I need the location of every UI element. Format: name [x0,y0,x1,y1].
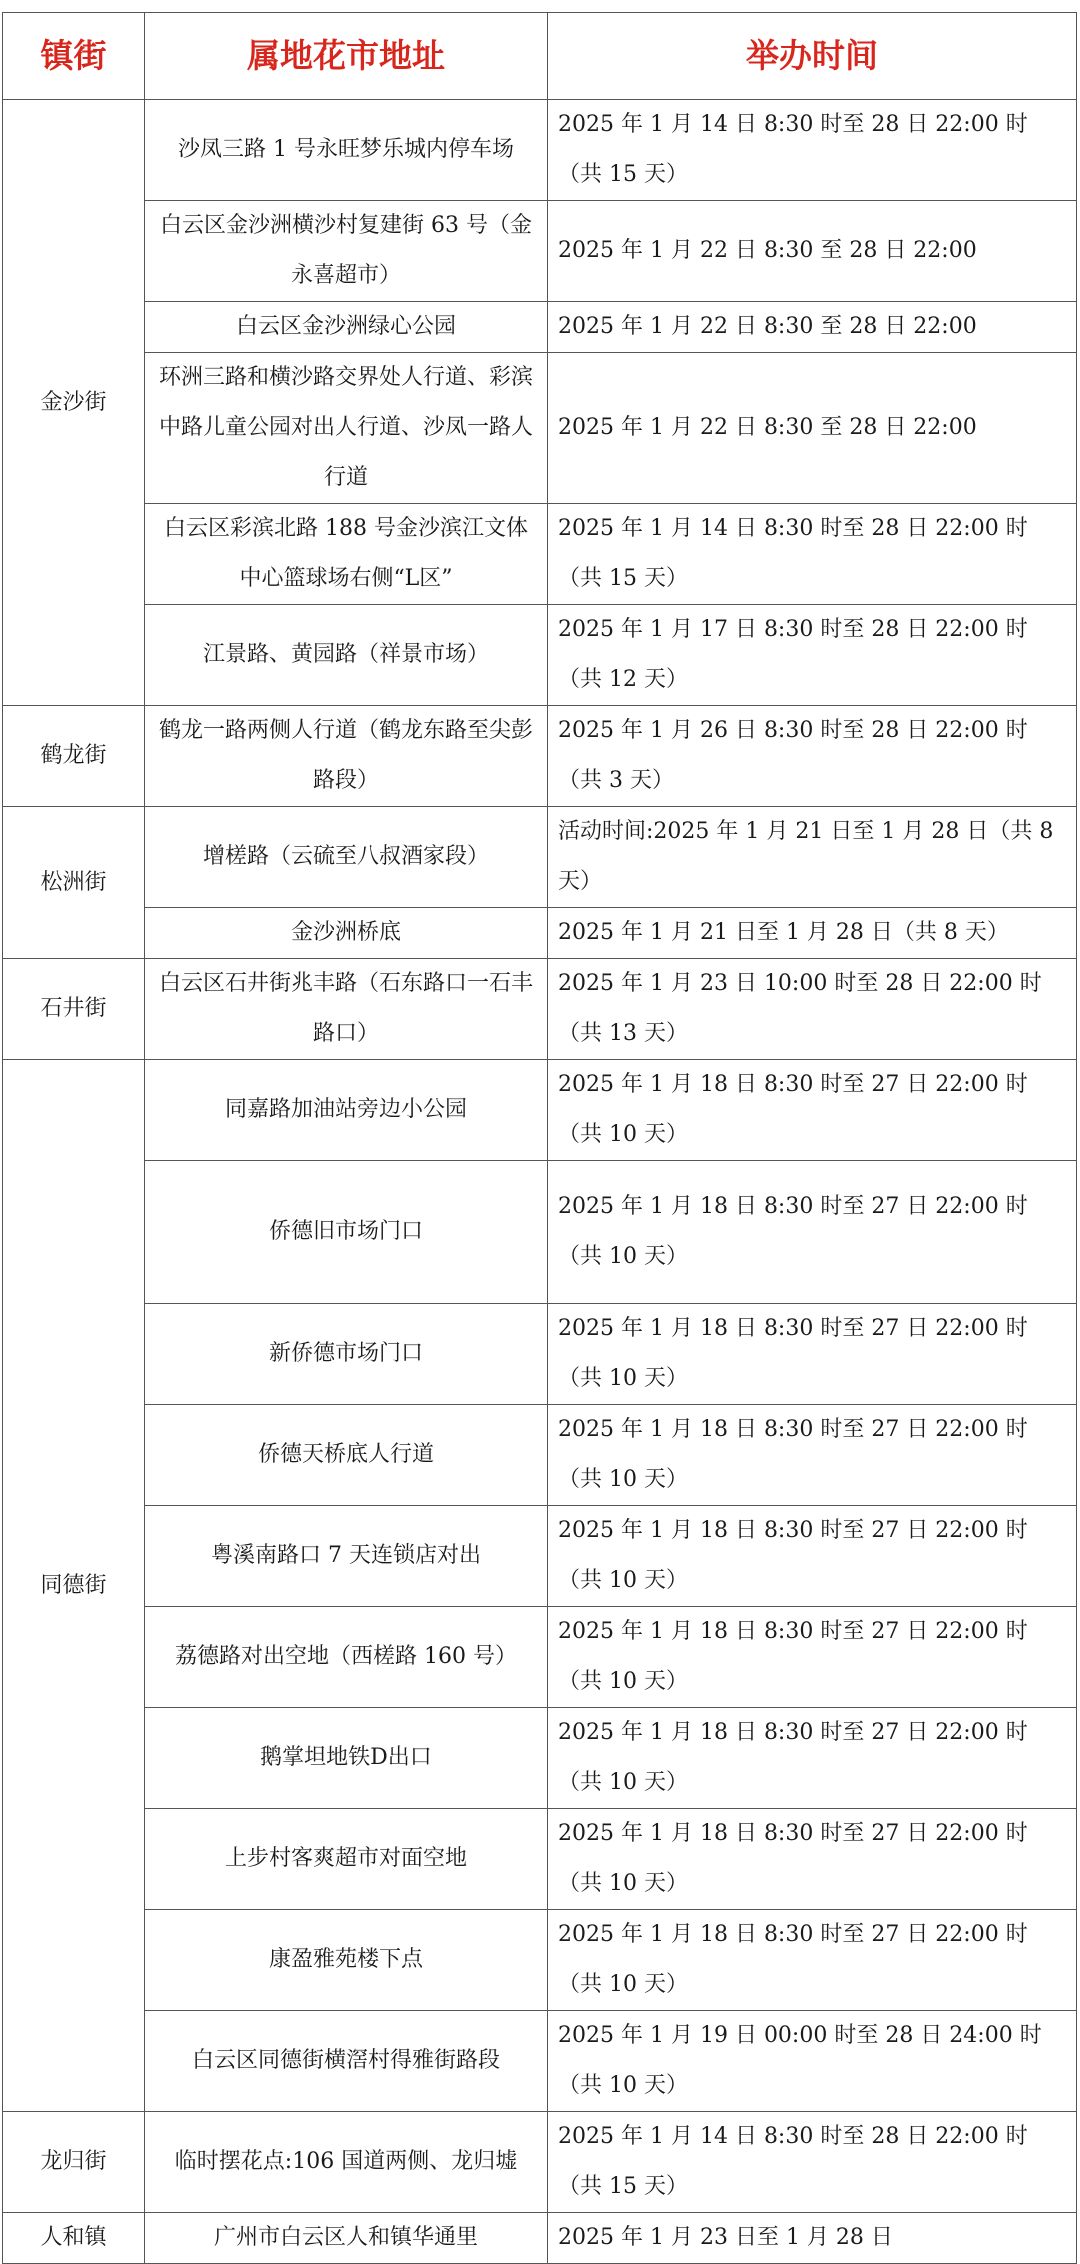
table-row [3,807,1077,908]
town-cell: 人和镇 [3,2213,145,2264]
address-cell: 沙凤三路 1 号永旺梦乐城内停车场 [145,100,548,201]
table-row [3,1304,1077,1405]
address-cell: 鹤龙一路两侧人行道（鹤龙东路至尖彭路段） [145,706,548,807]
town-cell: 鹤龙街 [3,706,145,807]
table-row [3,2112,1077,2213]
address-cell: 同嘉路加油站旁边小公园 [145,1060,548,1161]
time-cell: 2025 年 1 月 22 日 8:30 至 28 日 22:00 [548,353,1077,504]
header-town: 镇街 [3,13,145,100]
time-cell: 2025 年 1 月 22 日 8:30 至 28 日 22:00 [548,302,1077,353]
time-cell: 2025 年 1 月 19 日 00:00 时至 28 日 24:00 时（共 10 天） [548,2011,1077,2112]
table-row [3,1910,1077,2011]
table-row [3,1405,1077,1506]
address-cell: 环洲三路和横沙路交界处人行道、彩滨中路儿童公园对出人行道、沙凤一路人行道 [145,353,548,504]
town-cell: 龙归街 [3,2112,145,2213]
table-header-row [3,13,1077,100]
time-cell: 2025 年 1 月 21 日至 1 月 28 日（共 8 天） [548,908,1077,959]
address-cell: 白云区石井街兆丰路（石东路口一石丰路口） [145,959,548,1060]
address-cell: 白云区同德街横滘村得雅街路段 [145,2011,548,2112]
address-cell: 江景路、黄园路（祥景市场） [145,605,548,706]
time-cell: 2025 年 1 月 14 日 8:30 时至 28 日 22:00 时（共 15 天） [548,504,1077,605]
table-row [3,1506,1077,1607]
table-row [3,2213,1077,2264]
table-row [3,201,1077,302]
address-cell: 金沙洲桥底 [145,908,548,959]
time-cell: 2025 年 1 月 18 日 8:30 时至 27 日 22:00 时（共 10 天） [548,1506,1077,1607]
table-row [3,959,1077,1060]
header-time: 举办时间 [548,13,1077,100]
time-cell: 2025 年 1 月 22 日 8:30 至 28 日 22:00 [548,201,1077,302]
address-cell: 侨德天桥底人行道 [145,1405,548,1506]
time-cell: 活动时间:2025 年 1 月 21 日至 1 月 28 日（共 8 天） [548,807,1077,908]
time-cell: 2025 年 1 月 18 日 8:30 时至 27 日 22:00 时（共 10 天） [548,1304,1077,1405]
table-row [3,1607,1077,1708]
address-cell: 侨德旧市场门口 [145,1161,548,1304]
address-cell: 白云区金沙洲横沙村复建街 63 号（金永喜超市） [145,201,548,302]
address-cell: 白云区彩滨北路 188 号金沙滨江文体中心篮球场右侧“L区” [145,504,548,605]
table-row [3,100,1077,201]
address-cell: 粤溪南路口 7 天连锁店对出 [145,1506,548,1607]
address-cell: 增槎路（云硫至八叔酒家段） [145,807,548,908]
table-row [3,2011,1077,2112]
table-row [3,302,1077,353]
table-row [3,908,1077,959]
time-cell: 2025 年 1 月 26 日 8:30 时至 28 日 22:00 时（共 3 天） [548,706,1077,807]
time-cell: 2025 年 1 月 18 日 8:30 时至 27 日 22:00 时（共 10 天） [548,1607,1077,1708]
town-cell: 同德街 [3,1060,145,2112]
time-cell: 2025 年 1 月 23 日至 1 月 28 日 [548,2213,1077,2264]
time-cell: 2025 年 1 月 14 日 8:30 时至 28 日 22:00 时（共 15 天） [548,2112,1077,2213]
table-row [3,1060,1077,1161]
address-cell: 临时摆花点:106 国道两侧、龙归墟 [145,2112,548,2213]
address-cell: 新侨德市场门口 [145,1304,548,1405]
town-cell: 石井街 [3,959,145,1060]
table-row [3,706,1077,807]
address-cell: 康盈雅苑楼下点 [145,1910,548,2011]
time-cell: 2025 年 1 月 18 日 8:30 时至 27 日 22:00 时（共 10 天） [548,1161,1077,1304]
address-cell: 广州市白云区人和镇华通里 [145,2213,548,2264]
time-cell: 2025 年 1 月 14 日 8:30 时至 28 日 22:00 时（共 15 天） [548,100,1077,201]
time-cell: 2025 年 1 月 23 日 10:00 时至 28 日 22:00 时（共 13 天） [548,959,1077,1060]
town-cell: 松洲街 [3,807,145,959]
table-row [3,353,1077,504]
time-cell: 2025 年 1 月 18 日 8:30 时至 27 日 22:00 时（共 10 天） [548,1910,1077,2011]
address-cell: 白云区金沙洲绿心公园 [145,302,548,353]
time-cell: 2025 年 1 月 18 日 8:30 时至 27 日 22:00 时（共 10 天） [548,1405,1077,1506]
address-cell: 上步村客爽超市对面空地 [145,1809,548,1910]
address-cell: 鹅掌坦地铁D出口 [145,1708,548,1809]
time-cell: 2025 年 1 月 18 日 8:30 时至 27 日 22:00 时（共 10 天） [548,1809,1077,1910]
address-cell: 荔德路对出空地（西槎路 160 号） [145,1607,548,1708]
header-address: 属地花市地址 [145,13,548,100]
flower-market-table [2,12,1077,2264]
table-row [3,605,1077,706]
town-cell: 金沙街 [3,100,145,706]
table-row [3,504,1077,605]
table-row [3,1809,1077,1910]
table-row [3,1161,1077,1304]
table-row [3,1708,1077,1809]
table-body [3,100,1077,2264]
time-cell: 2025 年 1 月 18 日 8:30 时至 27 日 22:00 时（共 10 天） [548,1708,1077,1809]
time-cell: 2025 年 1 月 18 日 8:30 时至 27 日 22:00 时（共 10 天） [548,1060,1077,1161]
time-cell: 2025 年 1 月 17 日 8:30 时至 28 日 22:00 时（共 12 天） [548,605,1077,706]
